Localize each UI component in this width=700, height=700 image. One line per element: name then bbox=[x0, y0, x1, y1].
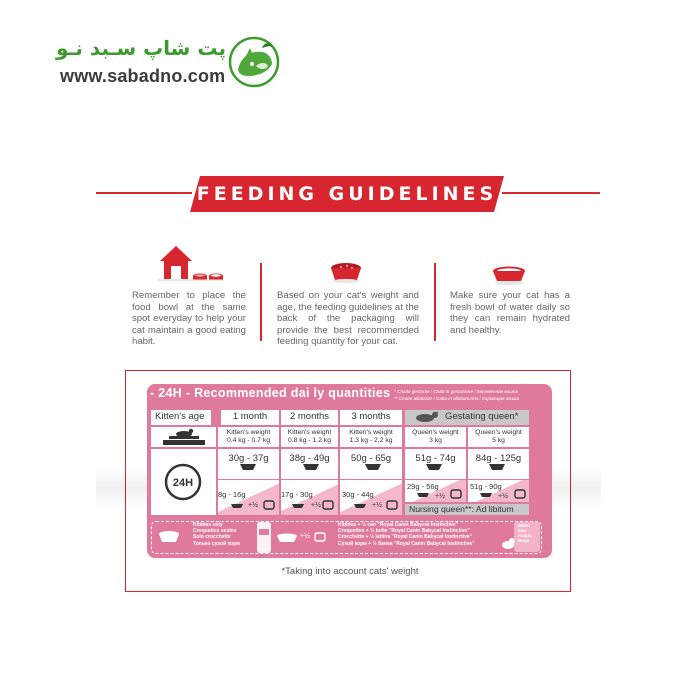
house-bowl-icon bbox=[158, 244, 224, 284]
kitten-weight-label-2: Kitten's weight bbox=[287, 429, 332, 436]
gestating-queen-label: Gestating queen* bbox=[405, 410, 529, 425]
can-icon bbox=[450, 489, 462, 499]
dry-kitten-value-3: 50g - 65g bbox=[350, 453, 392, 464]
legend-left-2: Croquettes seules bbox=[193, 528, 237, 535]
bowl-icon bbox=[364, 463, 382, 471]
kitten-weight-value-1: 0.4 kg - 0.7 kg bbox=[226, 437, 271, 444]
sabadno-logo-icon bbox=[228, 36, 280, 88]
kibble-bowl-icon bbox=[158, 530, 180, 544]
water-bowl-icon bbox=[490, 266, 528, 286]
column-divider-1 bbox=[260, 263, 262, 341]
tip-text-2: Based on your cat's weight and age, the feeding guidelines at the back of the packaging will provide the best recommended feeding quantity for your cat. bbox=[277, 290, 419, 347]
kitten-weight-2 bbox=[281, 427, 338, 447]
royal-canin-can-icon bbox=[256, 521, 272, 554]
legend-right bbox=[338, 522, 475, 547]
brand-url[interactable]: www.sabadno.com bbox=[60, 66, 226, 86]
clock-cell bbox=[151, 449, 216, 515]
bowl-icon bbox=[416, 492, 430, 498]
section-banner bbox=[190, 176, 504, 212]
queen-weight-label-1: Queen's weight bbox=[412, 429, 459, 436]
water-legend-3: Acqua bbox=[518, 533, 532, 538]
water-legend-1: Water bbox=[518, 523, 531, 528]
age-2-months: 2 months bbox=[281, 410, 338, 425]
legend-right-2: Croquettes + ½ boîte "Royal Canin Babycat Instinctive" bbox=[338, 528, 470, 535]
legend-left bbox=[193, 522, 240, 547]
can-icon bbox=[263, 500, 275, 510]
dry-queen-value-2: 84g - 125g bbox=[475, 453, 522, 464]
legend-left-4: Только сухой корм bbox=[193, 540, 240, 547]
table-title: - 24H - Recommended dai ly quantities bbox=[150, 386, 391, 400]
bowl-icon bbox=[488, 463, 506, 471]
water-legend-2: Eau bbox=[518, 528, 527, 533]
can-icon bbox=[386, 500, 398, 510]
plus-half-4: +½ bbox=[435, 493, 445, 500]
age-1-month: 1 month bbox=[221, 410, 279, 425]
table-note-2: ** Chatte allaitante / Gatta in allattamento / Кормящая кошка bbox=[394, 396, 519, 401]
legend-plus-half: +½ bbox=[300, 533, 310, 540]
cat-icon bbox=[500, 536, 516, 550]
bowl-icon bbox=[353, 503, 367, 509]
kitten-weight-3 bbox=[340, 427, 402, 447]
queen-weight-2 bbox=[468, 427, 529, 447]
kitten-weight-value-2: 0.8 kg - 1.2 kg bbox=[287, 437, 332, 444]
queen-weight-label-2: Queen's weight bbox=[475, 429, 522, 436]
dry-queen-value-1: 51g - 74g bbox=[415, 453, 456, 464]
can-icon bbox=[322, 500, 334, 510]
dry-kitten-value-2: 38g - 49g bbox=[289, 453, 330, 464]
banner-rule-right bbox=[502, 192, 600, 194]
plus-half-2: +½ bbox=[311, 502, 321, 509]
tip-text-1: Remember to place the food bowl at the same spot everyday to help your cat maintain a good eating habit. bbox=[132, 290, 246, 347]
scale-icon bbox=[161, 428, 207, 446]
legend-left-1: Kibbles only bbox=[193, 522, 223, 528]
legend-right-3: Crocchette + ½ lattina "Royal Canin Babycat Instinctive" bbox=[338, 534, 473, 541]
column-divider-2 bbox=[434, 263, 436, 341]
bowl-icon bbox=[479, 492, 493, 498]
brand-header bbox=[56, 36, 286, 96]
queen-weight-value-1: 3 kg bbox=[429, 437, 442, 444]
legend-right-4: Сухой корм + ½ банки "Royal Canin Babycat Instinctive" bbox=[338, 540, 475, 547]
food-bowl-icon bbox=[327, 262, 365, 284]
water-legend bbox=[514, 522, 540, 552]
bowl-icon bbox=[425, 463, 443, 471]
dry-kitten-value-1: 30g - 37g bbox=[228, 453, 269, 464]
clock-hours-label: 24H bbox=[172, 477, 194, 489]
can-icon bbox=[314, 532, 326, 542]
plus-half-1: +½ bbox=[248, 502, 258, 509]
plus-half-3: +½ bbox=[372, 502, 382, 509]
kitten-weight-label-1: Kitten's weight bbox=[226, 429, 271, 436]
bowl-icon bbox=[239, 463, 257, 471]
water-legend-4: Вода bbox=[518, 538, 530, 543]
water-legend-text bbox=[518, 523, 531, 543]
footnote: *Taking into account cats' weight bbox=[281, 566, 419, 577]
banner-title: FEEDING GUIDELINES bbox=[196, 183, 498, 205]
queen-weight-1 bbox=[405, 427, 466, 447]
scale-cell bbox=[151, 427, 216, 447]
clock-24h-icon bbox=[163, 462, 203, 502]
kitten-age-label: Kitten's age bbox=[151, 410, 211, 425]
mix-kitten-value-3: 30g - 44g bbox=[342, 490, 374, 499]
pregnant-cat-icon bbox=[414, 411, 440, 423]
can-icon bbox=[514, 489, 526, 499]
bowl-icon bbox=[291, 503, 305, 509]
age-3-months: 3 months bbox=[340, 410, 402, 425]
mix-queen-value-1: 29g - 56g bbox=[407, 482, 439, 491]
legend-left-3: Solo crocchette bbox=[193, 534, 231, 541]
bowl-icon bbox=[230, 503, 244, 509]
plus-half-5: +½ bbox=[498, 493, 508, 500]
kitten-weight-1 bbox=[218, 427, 279, 447]
queen-weight-value-2: 5 kg bbox=[492, 437, 505, 444]
tip-text-3: Make sure your cat has a fresh bowl of water daily so they can remain hydrated and healthy. bbox=[450, 290, 570, 336]
bowl-icon bbox=[302, 463, 320, 471]
mix-kitten-value-2: 17g - 30g bbox=[281, 490, 313, 499]
nursing-queen: Nursing queen**: Ad libitum bbox=[405, 504, 529, 515]
kitten-weight-label-3: Kitten's weight bbox=[349, 429, 393, 436]
brand-name: پت شاپ سـبد نـو bbox=[56, 36, 226, 60]
mix-kitten-value-1: 8g - 16g bbox=[218, 490, 246, 499]
banner-rule-left bbox=[96, 192, 192, 194]
mix-bowl-icon bbox=[276, 533, 298, 543]
table-note-1: * Chatte gestante / Gatta in gestazione / Беременная кошка bbox=[394, 389, 518, 394]
kitten-weight-value-3: 1.3 kg - 2.2 kg bbox=[349, 437, 393, 444]
legend-right-1: Kibbles + ½ can "Royal Canin Babycat Instinctive" bbox=[338, 522, 458, 528]
arrow-right-icon bbox=[211, 412, 219, 422]
mix-queen-value-2: 51g - 90g bbox=[470, 482, 502, 491]
